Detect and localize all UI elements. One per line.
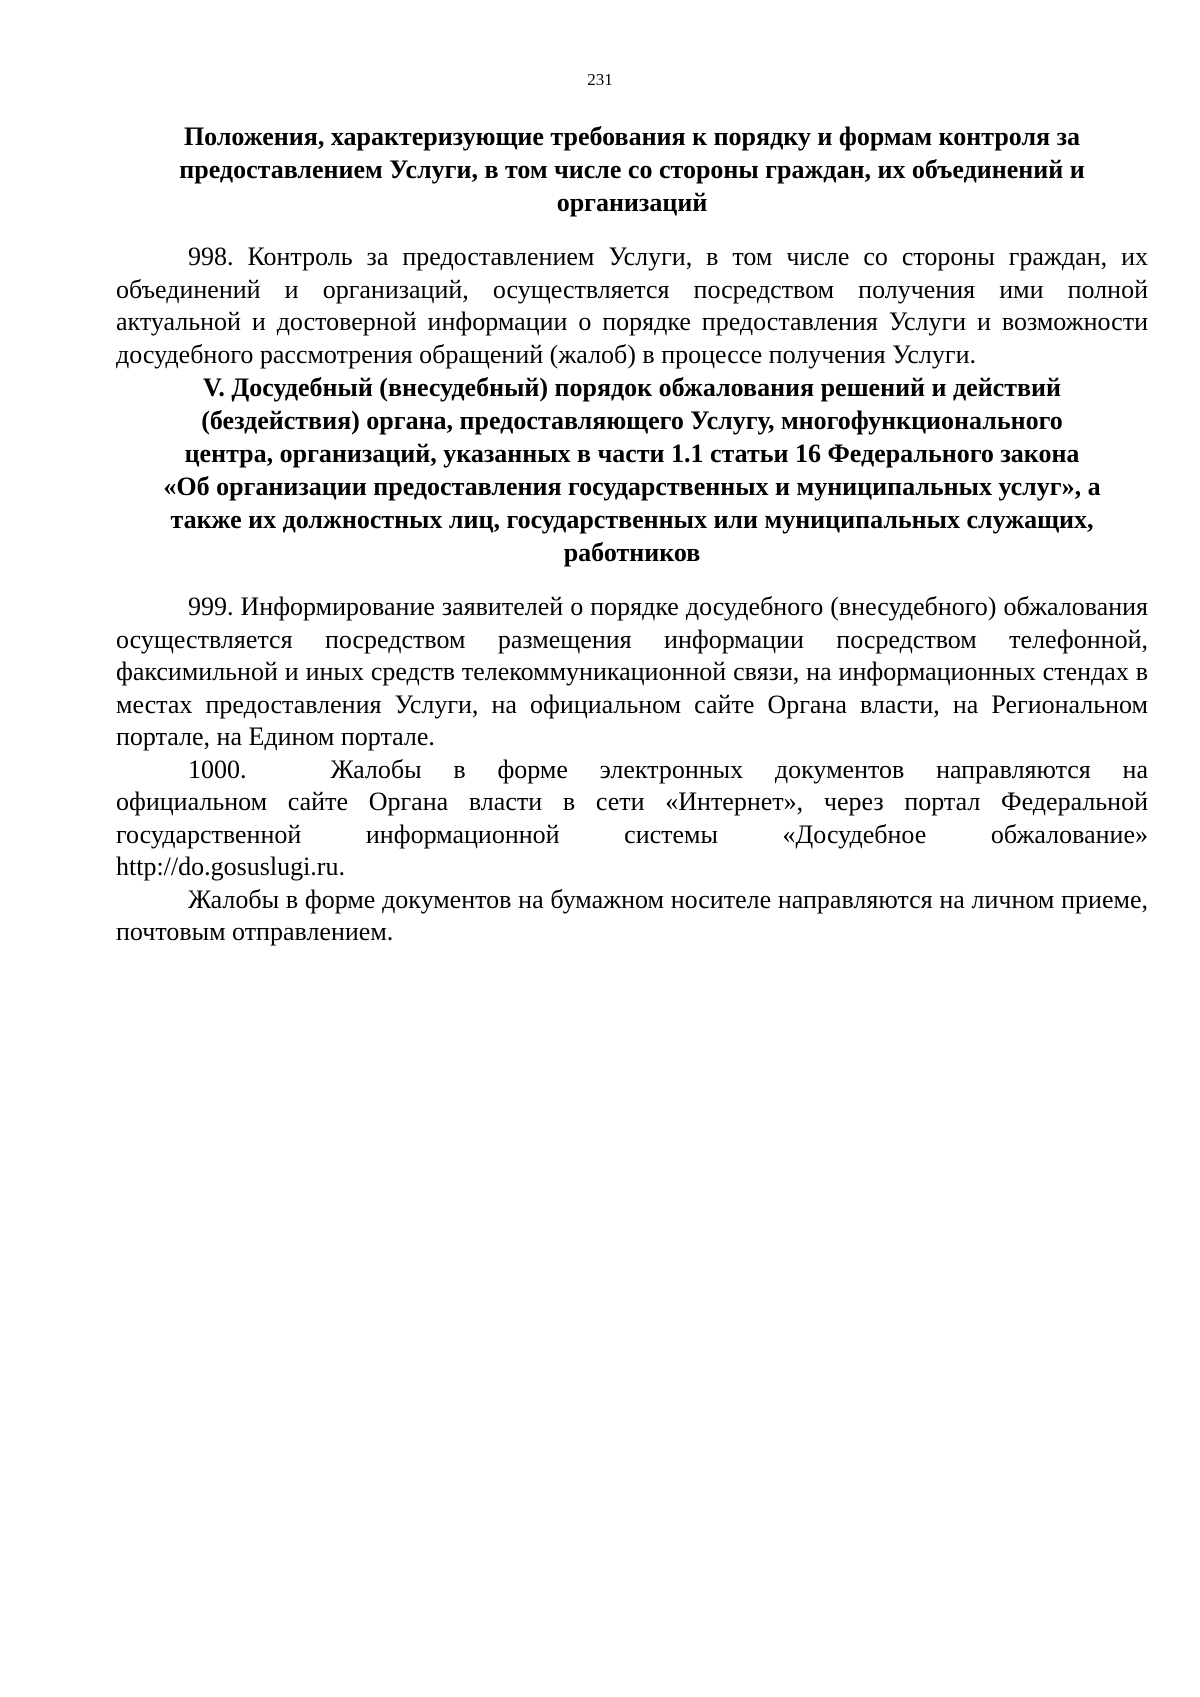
paragraph-paper-complaints: Жалобы в форме документов на бумажном носителе направляются на личном приеме, почтовым отправлением. [116, 884, 1148, 946]
section-heading-control [116, 120, 1148, 219]
paragraph-1000 [116, 754, 1148, 884]
document-content [116, 120, 1148, 949]
heading-line: Положения, характеризующие требования к порядку и формам контроля за [183, 122, 1081, 151]
heading-line: центра, организаций, указанных в части 1.1 статьи 16 Федерального закона [184, 439, 1080, 468]
heading-line: (бездействия) органа, предоставляющего Услугу, многофункционального [201, 406, 1063, 435]
page-number: 231 [587, 70, 613, 89]
section-heading-appeal [116, 371, 1148, 569]
heading-line: также их должностных лиц, государственных или муниципальных служащих, [170, 505, 1094, 534]
heading-line: «Об организации предоставления государственных и муниципальных услуг», а [163, 472, 1101, 501]
heading-line: предоставлением Услуги, в том числе со стороны граждан, их объединений и [179, 155, 1085, 184]
paragraph-number: 1000. [188, 754, 247, 784]
paragraph-998: 998. Контроль за предоставлением Услуги, в том числе со стороны граждан, их объединений и организаций, осуществляется посредством получения ими полной актуальной и достоверной информации о порядке предоставления Услуги и возможности досудебного рассмотрения обращений (жалоб) в процессе получения Услуги. [116, 242, 1148, 369]
paragraph-1000-text: Жалобы в форме электронных документов направляются на официальном сайте Органа власти в сети «Интернет», через портал Федеральной государственной информационной системы «Досудебное обжалование» http://do.gosuslugi.ru. [116, 754, 1148, 881]
heading-line: организаций [556, 188, 708, 217]
heading-line: работников [563, 538, 701, 567]
paragraph-999: 999. Информирование заявителей о порядке досудебного (внесудебного) обжалования осуществляется посредством размещения информации посредством телефонной, факсимильной и иных средств телекоммуникационной связи, на информационных стендах в местах предоставления Услуги, на официальном сайте Органа власти, на Региональном портале, на Едином портале. [116, 592, 1148, 751]
heading-line: V. Досудебный (внесудебный) порядок обжалования решений и действий [202, 373, 1061, 402]
